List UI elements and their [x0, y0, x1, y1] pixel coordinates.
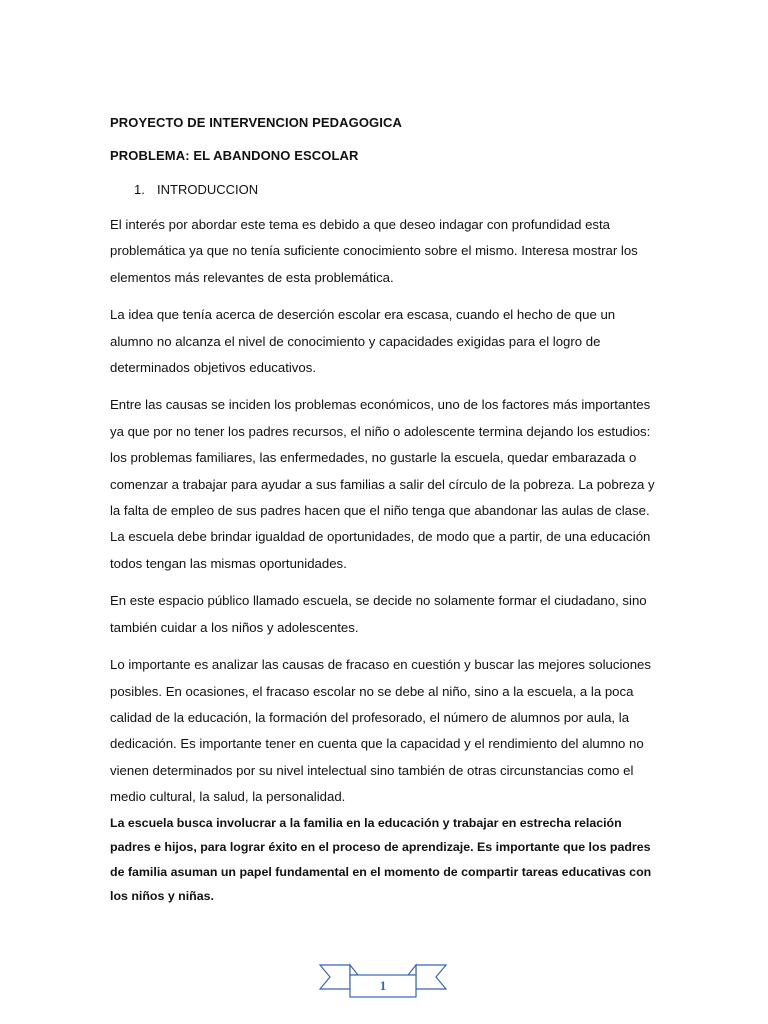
section-number: 1.	[134, 182, 145, 197]
section-heading	[110, 180, 658, 200]
section-title: INTRODUCCION	[157, 182, 259, 197]
paragraph: El interés por abordar este tema es debido a que deseo indagar con profundidad esta problemática ya que no tenía suficiente conocimiento sobre el mismo. Interesa mostrar los elementos más relevantes de esta problemática.	[110, 217, 638, 285]
bold-paragraph: La escuela busca involucrar a la familia en la educación y trabajar en estrecha relación padres e hijos, para lograr éxito en el proceso de aprendizaje. Es importante que los padres de familia asuman un papel fundamental en el momento de compartir tareas educativas con los niños y niñas.	[110, 815, 652, 904]
page-number: 1	[379, 978, 387, 993]
problem-heading: PROBLEMA: EL ABANDONO ESCOLAR	[110, 148, 359, 163]
page-footer	[318, 963, 448, 1001]
paragraph: Lo importante es analizar las causas de fracaso en cuestión y buscar las mejores soluciones posibles. En ocasiones, el fracaso escolar no se debe al niño, sino a la escuela, a la poca calidad de la educación, la formación del profesorado, el número de alumnos por aula, la dedicación. Es importante tener en cuenta que la capacidad y el rendimiento del alumno no vienen determinados por su nivel intelectual sino también de otras circunstancias como el medio cultural, la salud, la personalidad.	[110, 657, 651, 805]
document-title: PROYECTO DE INTERVENCION PEDAGOGICA	[110, 115, 402, 130]
paragraph: Entre las causas se inciden los problemas económicos, uno de los factores más importantes ya que por no tener los padres recursos, el niño o adolescente termina dejando los estudios: los problemas familiares, las enfermedades, no gustarle la escuela, quedar embarazada o comenzar a trabajar para ayudar a sus familias a salir del círculo de la pobreza. La pobreza y la falta de empleo de sus padres hacen que el niño tenga que abandonar las aulas de clase. La escuela debe brindar igualdad de oportunidades, de modo que a partir, de una educación todos tengan las mismas oportunidades.	[110, 397, 655, 571]
paragraph: La idea que tenía acerca de deserción escolar era escasa, cuando el hecho de que un alumno no alcanza el nivel de conocimiento y capacidades exigidas para el logro de determinados objetivos educativos.	[110, 307, 616, 376]
paragraph: En este espacio público llamado escuela, se decide no solamente formar el ciudadano, sino también cuidar a los niños y adolescentes.	[110, 593, 647, 635]
document-body	[110, 113, 658, 909]
